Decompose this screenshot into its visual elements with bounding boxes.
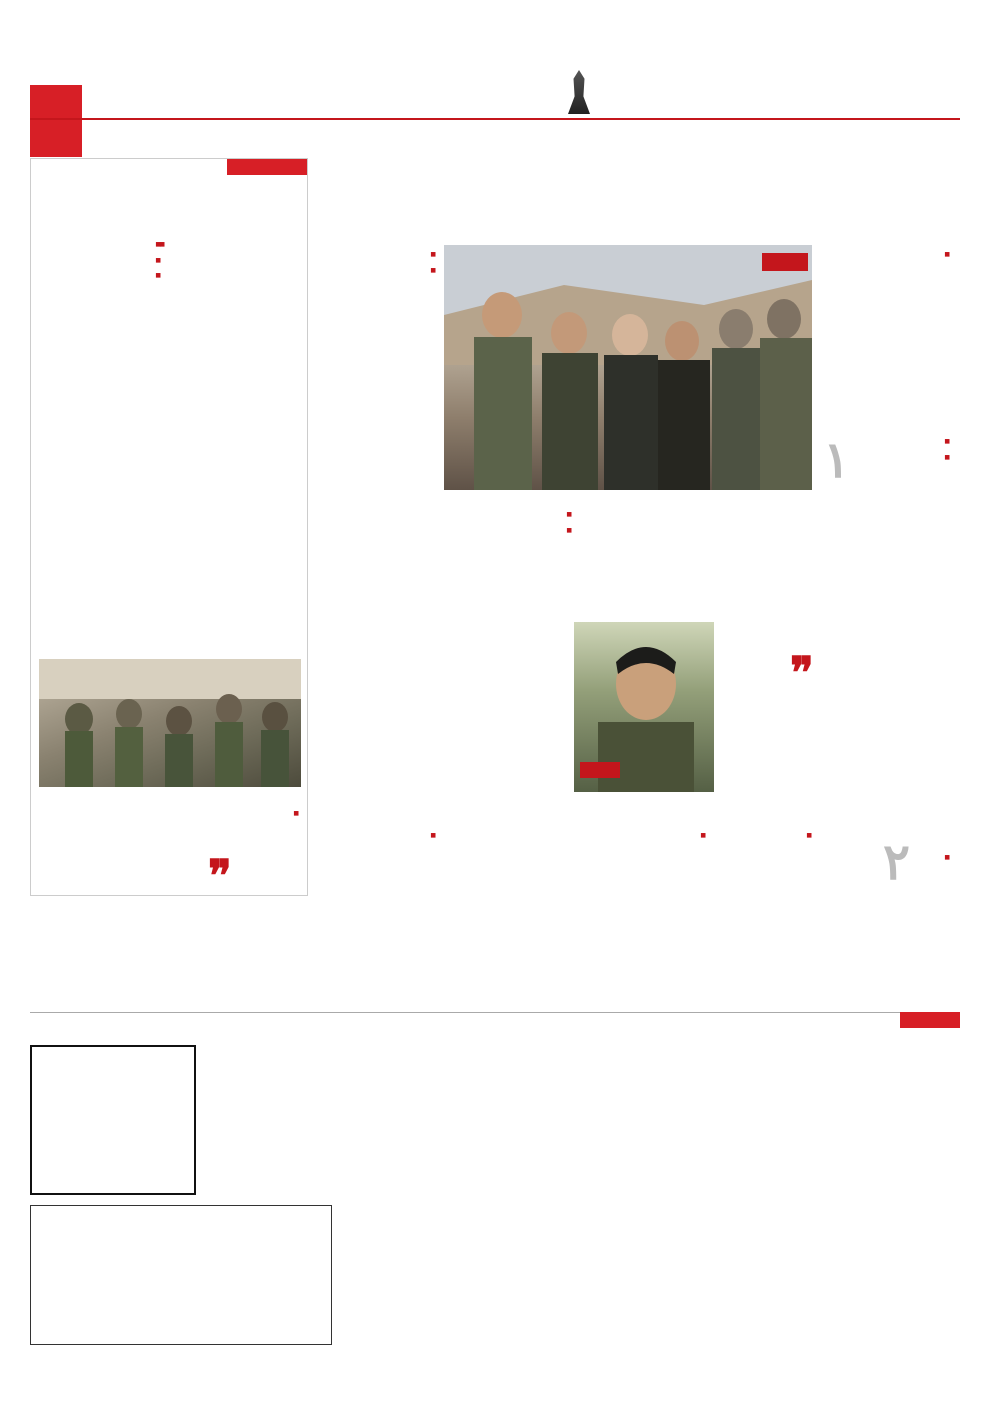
martyr-portrait (574, 622, 714, 792)
fighter-silhouette-icon (568, 70, 590, 114)
second-subhead-2 (712, 829, 812, 842)
second-column-2 (712, 826, 812, 1001)
main-column-5 (318, 245, 436, 815)
fighters-group-photo (39, 659, 301, 787)
page-header (0, 0, 990, 150)
photo-flag-2 (580, 762, 620, 778)
col1-subhead-1 (854, 435, 950, 448)
second-subhead-1 (832, 851, 950, 864)
second-column-1 (832, 848, 950, 998)
main-quote-mark-icon: ❞ (790, 648, 814, 699)
section-number-2: ٢ (883, 832, 910, 891)
sidebar-subhead-3 (41, 238, 165, 251)
sidebar-quote-mark-icon: ❞ (208, 851, 232, 902)
photo-flag-1 (762, 253, 808, 271)
sudoku-grid[interactable] (30, 1045, 196, 1195)
second-subhead-4 (318, 829, 436, 842)
header-divider (30, 118, 960, 120)
col4-subhead-1 (444, 508, 572, 521)
masthead (420, 70, 590, 118)
section-number-1: ١ (823, 430, 850, 489)
col5-subhead-1 (318, 248, 436, 261)
main-column-1b (854, 432, 950, 762)
across-clues (334, 1120, 624, 1228)
sidebar-subhead-b (175, 807, 299, 820)
sidebar-tab (227, 159, 307, 175)
main-byline (832, 248, 950, 261)
main-column-3 (612, 505, 706, 617)
newspaper-logo (30, 85, 82, 157)
puzzle-tab (900, 1012, 960, 1028)
second-subhead-3 (588, 829, 706, 842)
sidebar-photo (39, 659, 301, 787)
col5-subhead-2 (318, 264, 436, 277)
main-photo (444, 245, 812, 490)
sidebar-column-4 (39, 804, 163, 874)
main-column-4 (444, 505, 572, 795)
memoir-sidebar (30, 158, 308, 896)
col4-subhead-2 (444, 524, 572, 537)
puzzle-divider (30, 1012, 960, 1024)
down-clues (334, 1248, 624, 1358)
commanders-group-photo (444, 245, 812, 490)
main-column-2 (712, 505, 812, 775)
solution-grid (30, 1205, 332, 1345)
sidebar-column-3 (175, 804, 299, 892)
second-column-5 (318, 826, 436, 1001)
second-column-3 (588, 826, 706, 1001)
sidebar-column-2 (41, 235, 165, 475)
second-column-4 (444, 826, 582, 1001)
col1-subhead-2 (854, 451, 950, 464)
